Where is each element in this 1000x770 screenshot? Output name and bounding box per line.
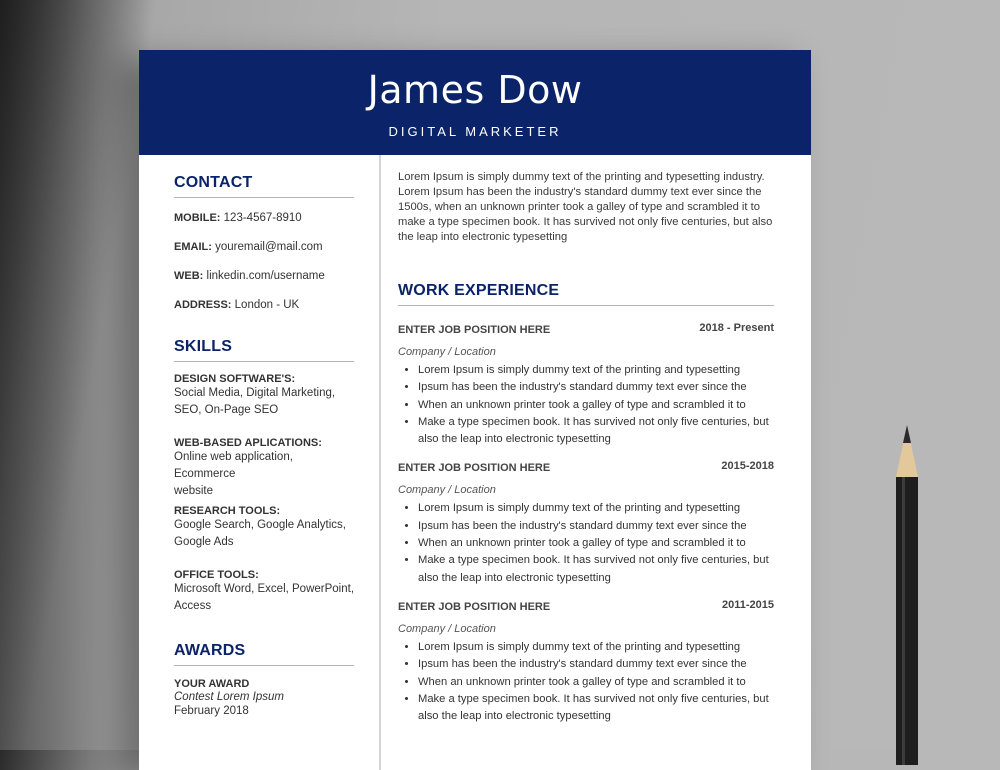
work-section	[398, 282, 774, 725]
left-column	[174, 155, 354, 718]
skill-group	[174, 437, 354, 500]
section-divider	[174, 197, 354, 198]
contact-label: ADDRESS:	[174, 299, 232, 311]
skill-line: SEO, On-Page SEO	[174, 404, 279, 416]
award-org: Contest Lorem Ipsum	[174, 691, 284, 703]
candidate-role: DIGITAL MARKETER	[388, 124, 562, 139]
job-company: Company / Location	[398, 484, 496, 497]
skill-line: website	[174, 485, 213, 497]
job-bullets	[398, 639, 774, 725]
skill-group-label: OFFICE TOOLS:	[174, 569, 259, 581]
job-bullet: • When an unknown printer took a galley of type and scrambled it to	[418, 674, 774, 691]
job-company: Company / Location	[398, 346, 496, 358]
award-date: February 2018	[174, 705, 249, 717]
candidate-name: James Dow	[367, 68, 583, 112]
job-bullet: • Lorem Ipsum is simply dummy text of the printing and typesetting	[418, 639, 774, 656]
award-name: YOUR AWARD	[174, 678, 250, 690]
job-bullet: • Lorem Ipsum is simply dummy text of the printing and typesetting	[418, 362, 774, 379]
skill-group	[174, 569, 354, 615]
contact-value: London - UK	[234, 299, 300, 311]
section-divider	[398, 305, 774, 306]
job-bullet: • Ipsum has been the industry's standard dummy text ever since the	[418, 379, 774, 396]
job-bullets	[398, 362, 774, 448]
job-dates: 2015-2018	[721, 460, 774, 473]
job-position: ENTER JOB POSITION HERE	[398, 324, 551, 336]
contact-label: EMAIL:	[174, 241, 212, 253]
job-bullet: • Make a type specimen book. It has survived not only five centuries, but also the leap into electronic typesetting	[418, 552, 774, 587]
skill-line: Online web application, Ecommerce	[174, 451, 293, 480]
contact-value: linkedin.com/username	[206, 270, 325, 282]
job-position: ENTER JOB POSITION HERE	[398, 600, 551, 613]
contact-value: 123-4567-8910	[223, 212, 302, 224]
skills-section	[174, 338, 354, 615]
resume-page	[139, 50, 811, 770]
skills-title: SKILLS	[174, 338, 233, 355]
job-entry	[398, 322, 774, 448]
skill-line: Google Search, Google Analytics,	[174, 519, 346, 531]
profile-summary: Lorem Ipsum is simply dummy text of the printing and typesetting industry. Lorem Ipsum has been the industry's standard dummy text ever since the 1500s, when an unknown printer took a galley of type and scrambled it to make a type specimen book. It has survived not only five centuries, but also the leap into electronic typesetting	[398, 171, 773, 243]
job-bullet: • Ipsum has been the industry's standard dummy text ever since the	[418, 518, 774, 535]
job-bullet: • When an unknown printer took a galley of type and scrambled it to	[418, 397, 774, 414]
pencil-body	[896, 477, 918, 765]
job-dates: 2011-2015	[722, 598, 774, 611]
skill-line: Access	[174, 600, 212, 612]
job-bullet: • Make a type specimen book. It has survived not only five centuries, but also the leap into electronic typesetting	[418, 691, 774, 726]
skill-group-label: RESEARCH TOOLS:	[174, 505, 281, 517]
job-bullet: • When an unknown printer took a galley of type and scrambled it to	[418, 535, 774, 552]
contact-item	[174, 268, 354, 297]
contact-title: CONTACT	[174, 174, 253, 191]
contact-item	[174, 239, 354, 268]
contact-section	[174, 174, 354, 326]
contact-value: youremail@mail.com	[215, 241, 323, 253]
skill-group-label: DESIGN SOFTWARE'S:	[174, 373, 296, 385]
job-dates: 2018 - Present	[699, 322, 774, 334]
right-column	[398, 155, 774, 725]
job-bullets	[398, 500, 774, 586]
job-bullet: • Ipsum has been the industry's standard dummy text ever since the	[418, 656, 774, 673]
job-header	[398, 322, 774, 342]
work-title: WORK EXPERIENCE	[398, 282, 560, 299]
section-divider	[174, 665, 354, 666]
job-entry	[398, 460, 774, 586]
contact-label: MOBILE:	[174, 212, 221, 224]
skill-group	[174, 373, 354, 419]
contact-item	[174, 297, 354, 326]
awards-section	[174, 642, 354, 718]
resume-header	[139, 50, 811, 155]
award-item	[174, 678, 354, 718]
job-bullet: • Make a type specimen book. It has survived not only five centuries, but also the leap into electronic typesetting	[418, 414, 774, 449]
contact-list	[174, 210, 354, 326]
desk-shadow	[0, 0, 150, 750]
job-entry	[398, 599, 774, 725]
job-header	[398, 599, 774, 619]
job-header	[398, 460, 774, 480]
pencil-icon	[893, 425, 921, 765]
job-position: ENTER JOB POSITION HERE	[398, 462, 551, 475]
contact-item	[174, 210, 354, 239]
awards-title: AWARDS	[174, 642, 246, 659]
job-bullet: • Lorem Ipsum is simply dummy text of the printing and typesetting	[418, 500, 774, 517]
skill-group	[174, 505, 354, 551]
skill-group-label: WEB-BASED APLICATIONS:	[174, 437, 322, 449]
skill-line: Microsoft Word, Excel, PowerPoint,	[174, 583, 355, 595]
job-company: Company / Location	[398, 622, 496, 635]
column-divider	[379, 155, 381, 770]
skill-line: Google Ads	[174, 536, 234, 548]
contact-label: WEB:	[174, 270, 204, 282]
section-divider	[174, 361, 354, 362]
pencil-highlight	[902, 477, 905, 765]
pencil-lead	[903, 425, 911, 443]
skill-line: Social Media, Digital Marketing,	[174, 387, 336, 399]
